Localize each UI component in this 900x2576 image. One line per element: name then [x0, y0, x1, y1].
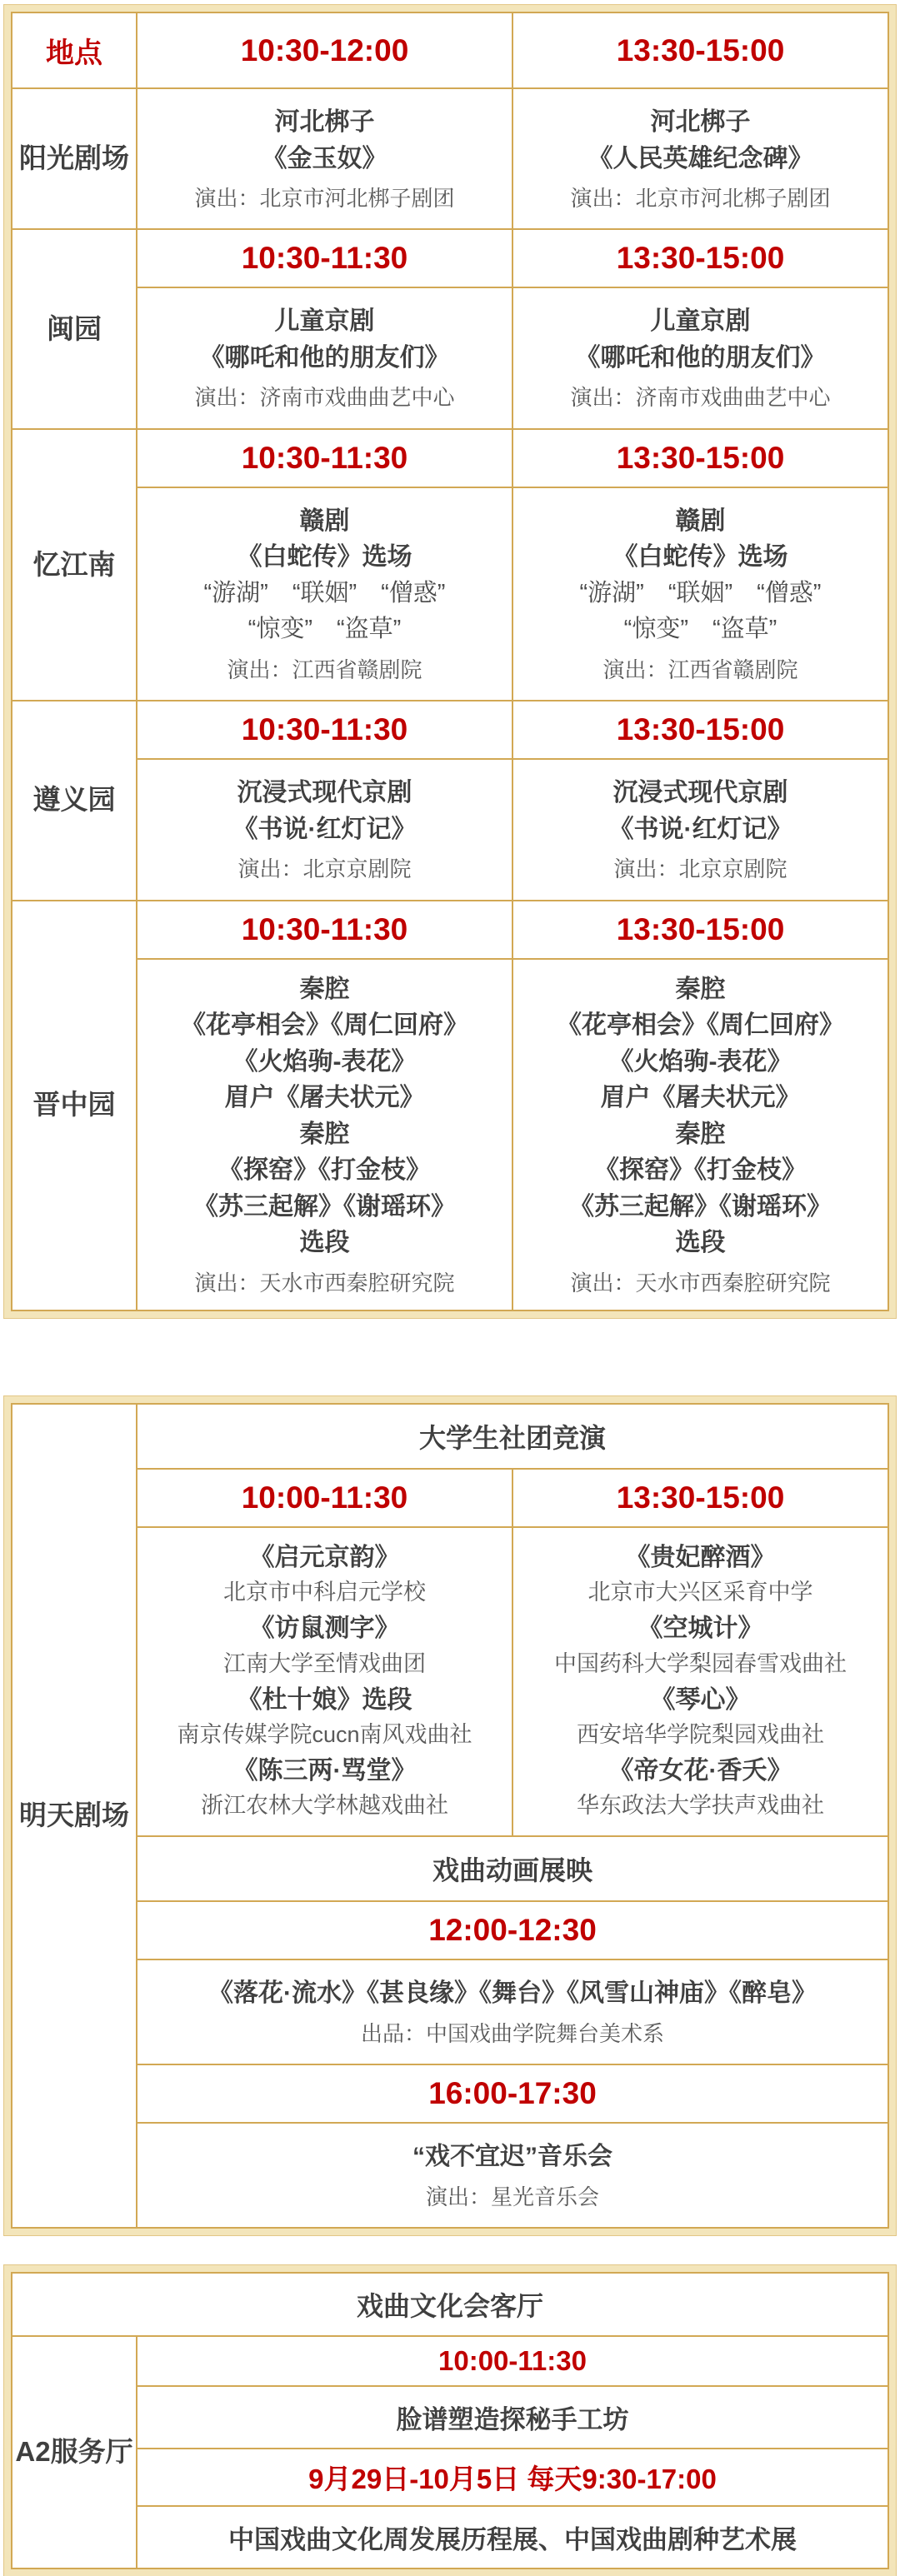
- program-cell: [137, 1959, 888, 2064]
- school-line: 浙江农林大学林越戏曲社: [201, 1793, 448, 1819]
- table-spacer: [0, 2235, 900, 2260]
- program-title: 《火焰驹-表花》: [608, 1047, 792, 1076]
- table-header-row: [12, 12, 888, 88]
- program-title: 选段: [299, 1229, 350, 1257]
- program-cell: [512, 959, 888, 1310]
- troupe-line: 演出：江西省赣剧院: [602, 656, 798, 682]
- program-genre: 秦腔: [675, 975, 726, 1003]
- table-row: [12, 1959, 888, 2064]
- program-cell: [512, 1527, 888, 1836]
- time-cell: 10:30-11:30: [137, 701, 512, 759]
- school-line: 中国药科大学梨园春雪戏曲社: [554, 1650, 847, 1676]
- venue-zunyiyuan: 遵义园: [12, 701, 137, 900]
- program-title: 《启元京韵》: [249, 1543, 400, 1571]
- table-row: [12, 287, 888, 428]
- time-cell: 13:30-15:00: [512, 901, 888, 959]
- program-genre: 沉浸式现代京剧: [612, 779, 788, 807]
- producer-line: 出品：中国戏曲学院舞台美术系: [360, 2020, 664, 2046]
- section-header-opera-culture-lounge: 戏曲文化会客厅: [12, 2273, 888, 2336]
- time-cell: 13:30-15:00: [512, 1469, 888, 1527]
- program-genre: 秦腔: [675, 1120, 726, 1148]
- venue-mingtian-theater: 明天剧场: [12, 1404, 137, 2228]
- troupe-line: 演出：济南市戏曲曲艺中心: [570, 385, 831, 411]
- program-scenes: “惊变” “盗草”: [623, 616, 778, 643]
- school-line: 西安培华学院梨园戏曲社: [577, 1722, 824, 1748]
- table-row: [12, 1404, 888, 1469]
- main-schedule-grid: [11, 12, 889, 1311]
- table-row: [12, 1836, 888, 1901]
- time-slot-header-afternoon: 13:30-15:00: [512, 12, 888, 88]
- program-cell: [137, 487, 512, 701]
- program-genre: 河北梆子: [650, 108, 751, 136]
- venue-yijiangnan: 忆江南: [12, 429, 137, 701]
- time-cell: 10:00-11:30: [137, 2336, 888, 2386]
- table-row: [12, 487, 888, 701]
- table-row: [12, 2064, 888, 2123]
- program-title: 《落花·流水》《甚良缘》《舞台》《风雪山神庙》《醉皂》: [208, 1979, 817, 2008]
- troupe-line: 演出：天水市西秦腔研究院: [194, 1270, 455, 1295]
- venue-yangguang-theater: 阳光剧场: [12, 88, 137, 229]
- program-genre: 赣剧: [675, 507, 726, 535]
- table-row: [12, 2123, 888, 2228]
- program-genre: 儿童京剧: [274, 307, 375, 336]
- table-row: [12, 701, 888, 759]
- program-title: 《杜十娘》选段: [237, 1685, 412, 1714]
- school-line: 华东政法大学扶声戏曲社: [577, 1793, 824, 1819]
- program-genre: 沉浸式现代京剧: [237, 779, 412, 807]
- program-cell: [137, 1527, 512, 1836]
- table-row: [12, 429, 888, 487]
- program-title: 选段: [675, 1229, 726, 1257]
- table-spacer: [0, 1318, 900, 1391]
- program-title: 《苏三起解》《谢瑶环》: [569, 1192, 832, 1221]
- table-row: [12, 2506, 888, 2569]
- program-genre: 秦腔: [299, 975, 350, 1003]
- time-cell: 13:30-15:00: [512, 701, 888, 759]
- time-cell: 10:30-11:30: [137, 229, 512, 287]
- troupe-line: 演出：北京市河北梆子剧团: [194, 186, 455, 211]
- program-cell: [512, 287, 888, 428]
- troupe-line: 演出：江西省赣剧院: [227, 656, 422, 682]
- troupe-line: 演出：北京市河北梆子剧团: [570, 186, 831, 211]
- program-genre: 河北梆子: [274, 108, 375, 136]
- program-title: 《哪吒和他的朋友们》: [199, 343, 450, 372]
- table-row: [12, 229, 888, 287]
- table-row: [12, 1901, 888, 1959]
- table-row: [12, 2386, 888, 2449]
- program-genre: 儿童京剧: [650, 307, 751, 336]
- school-line: 北京市中科启元学校: [223, 1580, 426, 1605]
- program-scenes: “惊变” “盗草”: [248, 616, 402, 643]
- table-row: [12, 901, 888, 959]
- time-cell: 12:00-12:30: [137, 1901, 888, 1959]
- program-title: 《访鼠测字》: [249, 1615, 400, 1643]
- program-title: 《人民英雄纪念碑》: [588, 144, 813, 172]
- a2-hall-grid: [11, 2272, 889, 2569]
- venue-a2-service-hall: A2服务厅: [12, 2336, 137, 2569]
- time-cell: 13:30-15:00: [512, 229, 888, 287]
- program-title: “戏不宜迟”音乐会: [412, 2143, 612, 2171]
- program-cell: [137, 287, 512, 428]
- program-title: 《陈三两·骂堂》: [232, 1756, 417, 1785]
- table-row: [12, 88, 888, 229]
- section-header-college-clubs: 大学生社团竞演: [137, 1404, 888, 1469]
- program-title: 《探窑》《打金枝》: [594, 1156, 807, 1185]
- troupe-line: 演出：北京京剧院: [613, 856, 788, 882]
- program-title: 《书说·红灯记》: [608, 815, 792, 843]
- location-header: 地点: [12, 12, 137, 88]
- program-title: 《花亭相会》《周仁回府》: [557, 1011, 844, 1040]
- time-cell: 16:00-17:30: [137, 2064, 888, 2123]
- troupe-line: 演出：星光音乐会: [425, 2184, 599, 2209]
- program-scenes: “游湖” “联姻” “僧惑”: [203, 579, 446, 607]
- venue-minyuan: 闽园: [12, 229, 137, 428]
- workshop-title: 脸谱塑造探秘手工坊: [137, 2386, 888, 2449]
- mingtian-theater-table: [4, 1396, 896, 2235]
- exhibition-title: 中国戏曲文化周发展历程展、中国戏曲剧种艺术展: [137, 2506, 888, 2569]
- program-genre: 赣剧: [299, 507, 350, 535]
- table-row: [12, 2449, 888, 2506]
- school-line: 北京市大兴区采育中学: [588, 1580, 813, 1605]
- main-schedule-table: [4, 5, 896, 1318]
- school-line: 江南大学至情戏曲团: [223, 1650, 426, 1676]
- program-title: 《帝女花·香夭》: [608, 1756, 792, 1785]
- program-title: 《苏三起解》《谢瑶环》: [193, 1192, 456, 1221]
- program-title: 《贵妃醉酒》: [625, 1543, 776, 1571]
- program-cell: [137, 759, 512, 900]
- program-cell: [137, 959, 512, 1310]
- table-row: [12, 959, 888, 1310]
- a2-hall-table: [4, 2265, 896, 2576]
- troupe-line: 演出：北京京剧院: [238, 856, 412, 882]
- program-cell: [512, 88, 888, 229]
- program-title: 眉户《屠夫状元》: [224, 1084, 425, 1112]
- program-cell: [512, 487, 888, 701]
- program-title: 《空城计》: [638, 1615, 763, 1643]
- program-title: 《白蛇传》选场: [612, 543, 788, 572]
- troupe-line: 演出：济南市戏曲曲艺中心: [194, 385, 455, 411]
- section-header-opera-animation: 戏曲动画展映: [137, 1836, 888, 1901]
- time-cell: 10:30-11:30: [137, 429, 512, 487]
- table-row: [12, 1469, 888, 1527]
- program-title: 《花亭相会》《周仁回府》: [181, 1011, 468, 1040]
- program-cell: [137, 88, 512, 229]
- table-row: [12, 2273, 888, 2336]
- table-row: [12, 1527, 888, 1836]
- table-row: [12, 759, 888, 900]
- program-genre: 秦腔: [299, 1120, 350, 1148]
- time-slot-header-morning: 10:30-12:00: [137, 12, 512, 88]
- program-title: 《火焰驹-表花》: [232, 1047, 417, 1076]
- program-title: 《书说·红灯记》: [232, 815, 417, 843]
- program-title: 眉户《屠夫状元》: [600, 1084, 801, 1112]
- mingtian-theater-grid: [11, 1403, 889, 2229]
- program-title: 《琴心》: [650, 1685, 751, 1714]
- time-cell: 13:30-15:00: [512, 429, 888, 487]
- time-cell: 10:00-11:30: [137, 1469, 512, 1527]
- school-line: 南京传媒学院cucn南风戏曲社: [177, 1722, 472, 1748]
- troupe-line: 演出：天水市西秦腔研究院: [570, 1270, 831, 1295]
- table-row: [12, 2336, 888, 2386]
- program-title: 《白蛇传》选场: [237, 543, 412, 572]
- program-title: 《探窑》《打金枝》: [218, 1156, 431, 1185]
- date-range-cell: 9月29日-10月5日 每天9:30-17:00: [137, 2449, 888, 2506]
- program-title: 《金玉奴》: [262, 144, 388, 172]
- program-cell: [137, 2123, 888, 2228]
- venue-jinzhongyuan: 晋中园: [12, 901, 137, 1310]
- program-scenes: “游湖” “联姻” “僧惑”: [579, 579, 822, 607]
- program-cell: [512, 759, 888, 900]
- program-title: 《哪吒和他的朋友们》: [575, 343, 826, 372]
- time-cell: 10:30-11:30: [137, 901, 512, 959]
